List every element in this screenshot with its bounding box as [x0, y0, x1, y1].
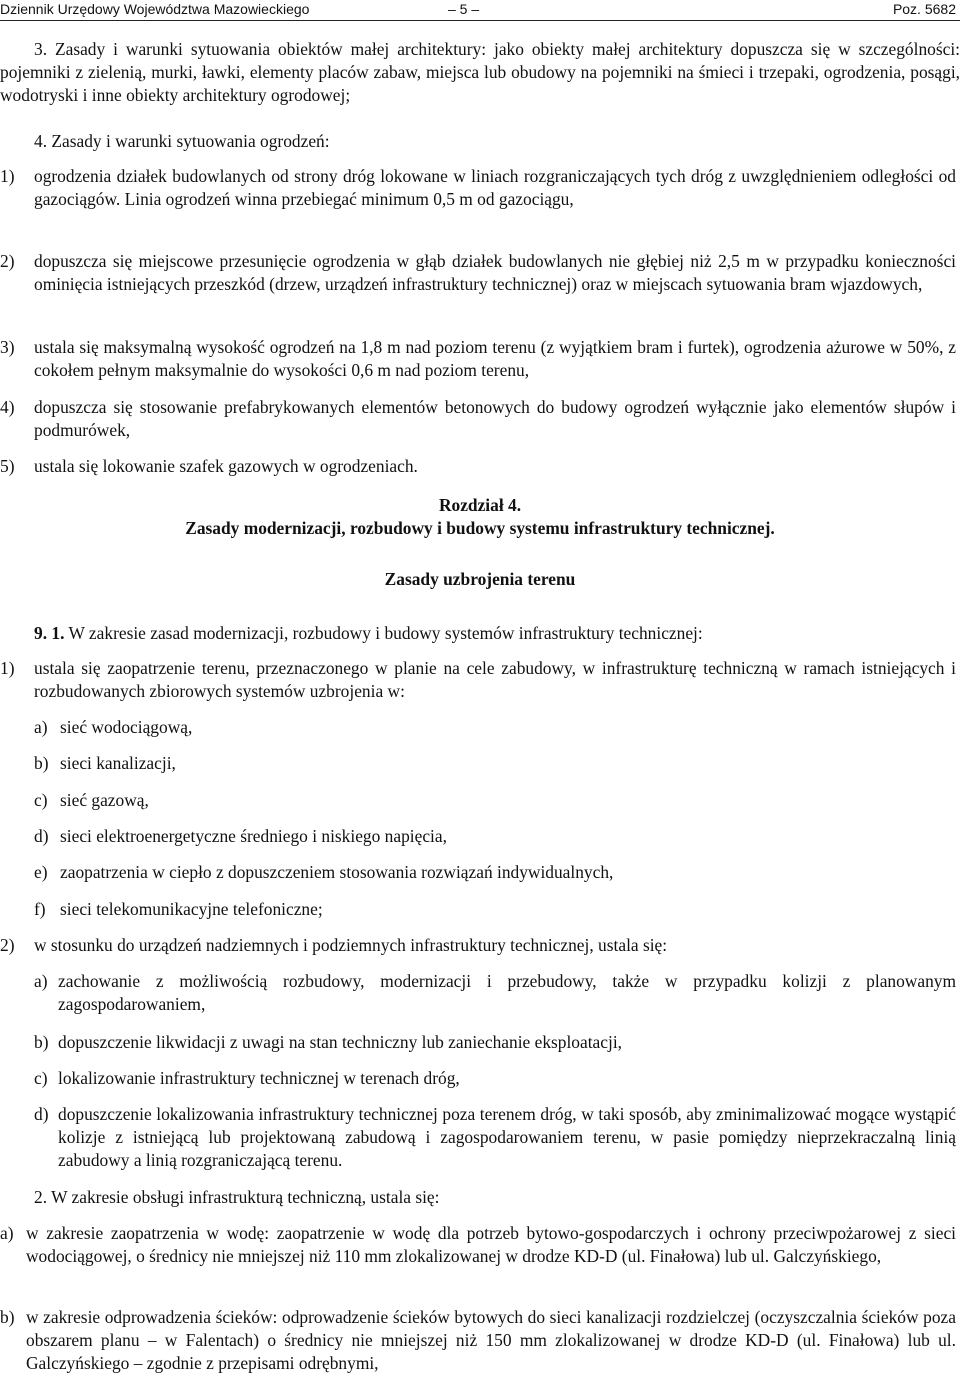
- infra2-sub-d: d) dopuszczenie lokalizowania infrastruktury technicznej poza terenem dróg, w taki sposób, aby zminimalizować mogące wystąpić kolizje z istniejącą lub projektowaną zabudową i zagospodarowaniem terenu, w pasie pomiędzy nieprzekraczalną linią zabudowy a linią rozgraniczającą terenu.: [34, 1104, 956, 1170]
- infra-item-2: 2) w stosunku do urządzeń nadziemnych i podziemnych infrastruktury technicznej, ustala się:: [0, 935, 668, 955]
- infra-sub-e: e) zaopatrzenia w ciepło z dopuszczeniem stosowania rozwiązań indywidualnych,: [34, 862, 614, 882]
- list-number: 2): [0, 935, 15, 955]
- fence-item-3: 3) ustala się maksymalną wysokość ogrodzeń na 1,8 m nad poziom terenu (z wyjątkiem bram i furtek), ogrodzenia ażurowe w 50%, z cokołem pełnym maksymalnie do wysokości 0,6 m nad poziom terenu,: [0, 337, 956, 380]
- infra2-sub-b: b) dopuszczenie likwidacji z uwagi na stan techniczny lub zaniechanie eksploatacji,: [34, 1032, 622, 1052]
- list-number: 1): [0, 166, 15, 186]
- header-rule: [0, 20, 960, 21]
- section-title: Zasady uzbrojenia terenu: [384, 569, 576, 589]
- paragraph-number: 9. 1.: [34, 623, 65, 643]
- paragraph-9-1: [34, 622, 960, 645]
- paragraph-3: 3. Zasady i warunki sytuowania obiektów małej architektury: jako obiekty małej architektury dopuszcza się w szczególności: pojemniki z zielenią, murki, ławki, elementy placów zabaw, miejsca lub obudowy na pojemniki na śmieci i trzepaki, ogrodzenia, posągi, wodotryski i inne obiekty architektury ogrodowej;: [0, 39, 960, 105]
- infra-sub-f: f) sieci telekomunikacyjne telefoniczne;: [34, 899, 323, 919]
- position-number: Poz. 5682: [892, 1, 956, 17]
- infra-item-1: 1) ustala się zaopatrzenie terenu, przeznaczonego w planie na cele zabudowy, w infrastrukturę techniczną w ramach istniejących i rozbudowanych zbiorowych systemów uzbrojenia w:: [0, 658, 956, 701]
- fence-item-4: 4) dopuszcza się stosowanie prefabrykowanych elementów betonowych do budowy ogrodzeń wyłącznie jako elementów słupów i podmurówek,: [0, 397, 956, 440]
- list-number: 1): [0, 658, 15, 678]
- paragraph-9-2: 2. W zakresie obsługi infrastrukturą techniczną, ustala się:: [34, 1187, 440, 1207]
- paragraph-text: W zakresie zasad modernizacji, rozbudowy i budowy systemów infrastruktury technicznej:: [68, 623, 703, 643]
- infra2-sub-c: c) lokalizowanie infrastruktury technicznej w terenach dróg,: [34, 1068, 460, 1088]
- service-item-b: b) w zakresie odprowadzenia ścieków: odprowadzenie ścieków bytowych do sieci kanalizacji rozdzielczej (oczyszczalnia ścieków poza obszarem planu – w Falentach) o średnicy nie mniejszej niż 150 mm zlokalizowanej w drodze KD-D (ul. Finałowa) lub ul. Galczyńskiego – zgodnie z przepisami odrębnymi,: [0, 1307, 956, 1373]
- list-number: 4): [0, 397, 15, 417]
- infra-sub-c: c) sieć gazową,: [34, 790, 149, 810]
- chapter-number: Rozdział 4.: [438, 495, 522, 515]
- journal-title: Dziennik Urzędowy Województwa Mazowieckiego: [0, 1, 310, 17]
- infra-sub-d: d) sieci elektroenergetyczne średniego i niskiego napięcia,: [34, 826, 447, 846]
- service-item-a: a) w zakresie zaopatrzenia w wodę: zaopatrzenie w wodę dla potrzeb bytowo-gospodarczych i ochrony przeciwpożarowej z sieci wodociągowej, o średnicy nie mniejszej niż 110 mm zlokalizowanej w drodze KD-D (ul. Finałowa) lub ul. Galczyńskiego,: [0, 1223, 956, 1266]
- infra-sub-a: a) sieć wodociągową,: [34, 717, 193, 737]
- page-header: [0, 0, 960, 22]
- fence-item-2: 2) dopuszcza się miejscowe przesunięcie ogrodzenia w głąb działek budowlanych nie głębiej niż 2,5 m w przypadku konieczności ominięcia istniejących przeszkód (drzew, urządzeń infrastruktury technicznej) oraz w miejscach sytuowania bram wjazdowych,: [0, 251, 956, 294]
- infra-sub-b: b) sieci kanalizacji,: [34, 753, 176, 773]
- list-number: 2): [0, 251, 15, 271]
- list-number: 5): [0, 456, 15, 476]
- page-number: – 5 –: [448, 1, 480, 17]
- paragraph-4: 4. Zasady i warunki sytuowania ogrodzeń:: [34, 131, 330, 151]
- fence-item-5: 5) ustala się lokowanie szafek gazowych w ogrodzeniach.: [0, 456, 418, 476]
- fence-item-1: 1) ogrodzenia działek budowlanych od strony dróg lokowane w liniach rozgraniczających tych dróg z uwzględnieniem odległości od gazociągów. Linia ogrodzeń winna przebiegać minimum 0,5 m od gazociągu,: [0, 166, 956, 209]
- chapter-title: Zasady modernizacji, rozbudowy i budowy systemu infrastruktury technicznej.: [185, 518, 775, 538]
- list-number: 3): [0, 337, 15, 357]
- infra2-sub-a: a) zachowanie z możliwością rozbudowy, modernizacji i przebudowy, także w przypadku kolizji z planowanym zagospodarowaniem,: [34, 971, 956, 1014]
